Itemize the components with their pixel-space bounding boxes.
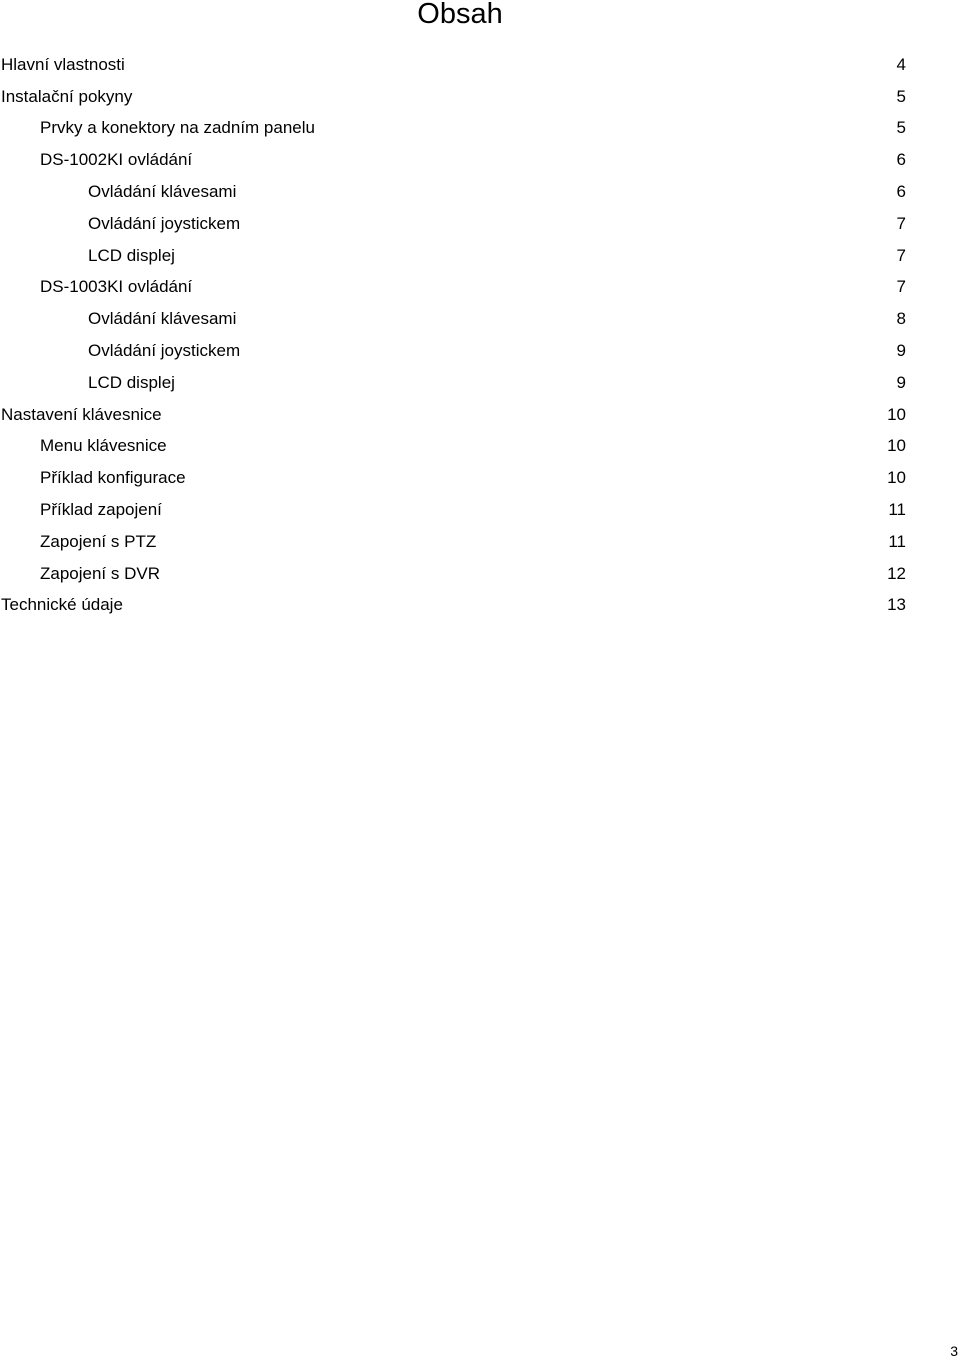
toc-entry-page: 5 [896, 118, 906, 138]
toc-entry-page: 6 [896, 150, 906, 170]
toc-entry-label: Technické údaje [1, 595, 123, 615]
toc-entry-page: 6 [896, 182, 906, 202]
toc-entry-label: Příklad konfigurace [40, 468, 186, 488]
toc-entry-page: 11 [888, 500, 906, 520]
toc-entry[interactable] [0, 462, 906, 494]
toc-entry-label: Příklad zapojení [40, 500, 162, 520]
toc-entry[interactable] [0, 49, 906, 81]
toc-entry[interactable] [0, 113, 906, 145]
toc-entry[interactable] [0, 240, 906, 272]
toc-entry-page: 7 [896, 213, 906, 233]
toc-entry-label: Prvky a konektory na zadním panelu [40, 118, 315, 138]
toc-entry-label: Menu klávesnice [40, 436, 167, 456]
toc-entry-page: 11 [888, 531, 906, 551]
toc-entry[interactable] [0, 494, 906, 526]
toc-entry-page: 10 [887, 436, 906, 456]
toc-entry-label: DS-1003KI ovládání [40, 277, 193, 297]
toc-entry[interactable] [0, 208, 906, 240]
toc-entry-label: LCD displej [88, 372, 175, 392]
toc-entry-label: Zapojení s DVR [40, 563, 160, 583]
toc-entry-label: Ovládání klávesami [88, 309, 237, 329]
toc-entry[interactable] [0, 176, 906, 208]
toc-entry-page: 12 [887, 563, 906, 583]
toc-entry[interactable] [0, 399, 906, 431]
toc-entry-page: 8 [896, 309, 906, 329]
toc-entry-label: Ovládání joystickem [88, 213, 241, 233]
table-of-contents [0, 49, 906, 621]
toc-entry-page: 10 [887, 468, 906, 488]
toc-entry[interactable] [0, 81, 906, 113]
toc-entry[interactable] [0, 558, 906, 590]
toc-entry-label: DS-1002KI ovládání [40, 150, 193, 170]
toc-entry-label: Nastavení klávesnice [1, 404, 162, 424]
toc-entry-page: 7 [896, 277, 906, 297]
page-number: 3 [950, 1343, 958, 1359]
toc-entry-page: 13 [887, 595, 906, 615]
toc-entry[interactable] [0, 431, 906, 463]
toc-entry-page: 5 [896, 86, 906, 106]
toc-entry-page: 10 [887, 404, 906, 424]
toc-entry[interactable] [0, 526, 906, 558]
toc-entry[interactable] [0, 272, 906, 304]
toc-entry[interactable] [0, 144, 906, 176]
page-title: Obsah [417, 0, 503, 30]
toc-entry-page: 9 [896, 372, 906, 392]
toc-entry-page: 9 [896, 341, 906, 361]
toc-entry[interactable] [0, 303, 906, 335]
toc-entry[interactable] [0, 335, 906, 367]
toc-entry[interactable] [0, 590, 906, 622]
toc-entry-label: Ovládání joystickem [88, 341, 241, 361]
toc-entry-label: Hlavní vlastnosti [1, 54, 125, 74]
toc-entry-page: 7 [896, 245, 906, 265]
toc-entry[interactable] [0, 367, 906, 399]
toc-entry-label: Ovládání klávesami [88, 182, 237, 202]
toc-entry-label: LCD displej [88, 245, 175, 265]
toc-entry-label: Zapojení s PTZ [40, 531, 157, 551]
toc-entry-page: 4 [896, 54, 906, 74]
toc-entry-label: Instalační pokyny [1, 86, 133, 106]
